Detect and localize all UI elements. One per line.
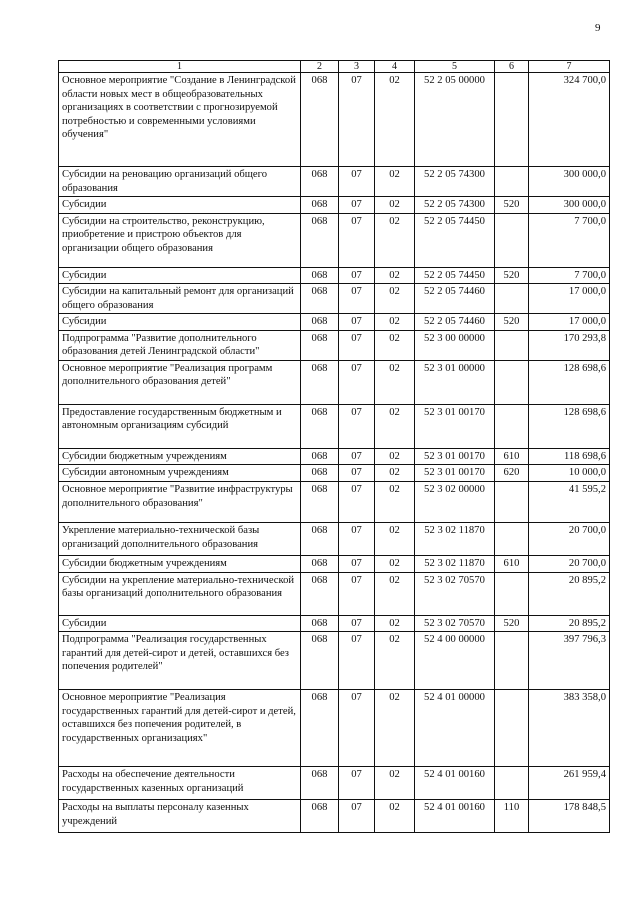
table-row bbox=[59, 448, 610, 465]
cell-expense-type: 520 bbox=[495, 267, 529, 284]
cell-subsection: 02 bbox=[375, 800, 415, 833]
cell-subsection: 02 bbox=[375, 572, 415, 615]
table-row bbox=[59, 213, 610, 267]
cell-section: 07 bbox=[339, 314, 375, 331]
cell-target-article: 52 3 02 70570 bbox=[415, 615, 495, 632]
table-row bbox=[59, 197, 610, 214]
cell-subsection: 02 bbox=[375, 465, 415, 482]
row-name: Субсидии на капитальный ремонт для организаций общего образования bbox=[59, 284, 301, 314]
budget-table bbox=[58, 60, 610, 833]
column-header: 1 bbox=[59, 61, 301, 73]
table-row bbox=[59, 767, 610, 800]
cell-section: 07 bbox=[339, 632, 375, 690]
row-name: Основное мероприятие "Реализация государственных гарантий для детей-сирот и детей, оставшихся без попечения родителей, в государственных организациях" bbox=[59, 690, 301, 767]
cell-amount: 300 000,0 bbox=[529, 197, 610, 214]
cell-admin-code: 068 bbox=[301, 167, 339, 197]
cell-expense-type bbox=[495, 330, 529, 360]
cell-expense-type bbox=[495, 167, 529, 197]
cell-section: 07 bbox=[339, 615, 375, 632]
cell-amount: 41 595,2 bbox=[529, 482, 610, 523]
cell-expense-type bbox=[495, 523, 529, 556]
row-name: Субсидии на реновацию организаций общего образования bbox=[59, 167, 301, 197]
cell-expense-type bbox=[495, 360, 529, 404]
cell-amount: 17 000,0 bbox=[529, 314, 610, 331]
cell-amount: 118 698,6 bbox=[529, 448, 610, 465]
cell-amount: 7 700,0 bbox=[529, 267, 610, 284]
row-name: Субсидии бюджетным учреждениям bbox=[59, 448, 301, 465]
cell-expense-type: 520 bbox=[495, 615, 529, 632]
cell-expense-type bbox=[495, 404, 529, 448]
cell-admin-code: 068 bbox=[301, 465, 339, 482]
cell-section: 07 bbox=[339, 465, 375, 482]
cell-amount: 383 358,0 bbox=[529, 690, 610, 767]
cell-subsection: 02 bbox=[375, 213, 415, 267]
cell-expense-type: 620 bbox=[495, 465, 529, 482]
cell-target-article: 52 2 05 74450 bbox=[415, 267, 495, 284]
cell-section: 07 bbox=[339, 330, 375, 360]
cell-expense-type bbox=[495, 482, 529, 523]
cell-expense-type bbox=[495, 690, 529, 767]
cell-subsection: 02 bbox=[375, 197, 415, 214]
cell-amount: 17 000,0 bbox=[529, 284, 610, 314]
cell-section: 07 bbox=[339, 213, 375, 267]
cell-admin-code: 068 bbox=[301, 330, 339, 360]
cell-admin-code: 068 bbox=[301, 632, 339, 690]
column-header: 7 bbox=[529, 61, 610, 73]
cell-section: 07 bbox=[339, 167, 375, 197]
cell-target-article: 52 2 05 74460 bbox=[415, 284, 495, 314]
row-name: Основное мероприятие "Развитие инфраструктуры дополнительного образования" bbox=[59, 482, 301, 523]
cell-amount: 128 698,6 bbox=[529, 404, 610, 448]
row-name: Предоставление государственным бюджетным и автономным организациям субсидий bbox=[59, 404, 301, 448]
cell-amount: 20 895,2 bbox=[529, 615, 610, 632]
cell-admin-code: 068 bbox=[301, 482, 339, 523]
cell-amount: 20 700,0 bbox=[529, 523, 610, 556]
cell-section: 07 bbox=[339, 572, 375, 615]
cell-amount: 324 700,0 bbox=[529, 73, 610, 167]
table-row bbox=[59, 360, 610, 404]
cell-admin-code: 068 bbox=[301, 73, 339, 167]
cell-subsection: 02 bbox=[375, 284, 415, 314]
cell-subsection: 02 bbox=[375, 767, 415, 800]
cell-target-article: 52 4 01 00000 bbox=[415, 690, 495, 767]
cell-expense-type bbox=[495, 213, 529, 267]
cell-admin-code: 068 bbox=[301, 284, 339, 314]
table-row bbox=[59, 404, 610, 448]
cell-section: 07 bbox=[339, 690, 375, 767]
cell-amount: 128 698,6 bbox=[529, 360, 610, 404]
cell-target-article: 52 3 02 11870 bbox=[415, 556, 495, 573]
cell-expense-type bbox=[495, 632, 529, 690]
cell-subsection: 02 bbox=[375, 632, 415, 690]
page-number: 9 bbox=[595, 22, 601, 34]
cell-admin-code: 068 bbox=[301, 213, 339, 267]
cell-amount: 7 700,0 bbox=[529, 213, 610, 267]
table-row bbox=[59, 465, 610, 482]
row-name: Основное мероприятие "Реализация программ дополнительного образования детей" bbox=[59, 360, 301, 404]
cell-admin-code: 068 bbox=[301, 314, 339, 331]
cell-expense-type: 520 bbox=[495, 197, 529, 214]
cell-subsection: 02 bbox=[375, 523, 415, 556]
cell-target-article: 52 2 05 74460 bbox=[415, 314, 495, 331]
cell-amount: 300 000,0 bbox=[529, 167, 610, 197]
cell-target-article: 52 3 01 00170 bbox=[415, 404, 495, 448]
cell-admin-code: 068 bbox=[301, 523, 339, 556]
cell-section: 07 bbox=[339, 360, 375, 404]
cell-subsection: 02 bbox=[375, 314, 415, 331]
table-row bbox=[59, 556, 610, 573]
cell-section: 07 bbox=[339, 800, 375, 833]
cell-target-article: 52 3 02 00000 bbox=[415, 482, 495, 523]
cell-target-article: 52 2 05 74450 bbox=[415, 213, 495, 267]
cell-target-article: 52 4 00 00000 bbox=[415, 632, 495, 690]
cell-target-article: 52 3 02 70570 bbox=[415, 572, 495, 615]
row-name: Субсидии на строительство, реконструкцию, приобретение и пристрою объектов для организации общего образования bbox=[59, 213, 301, 267]
row-name: Субсидии на укрепление материально-технической базы организаций дополнительного образования bbox=[59, 572, 301, 615]
cell-subsection: 02 bbox=[375, 404, 415, 448]
cell-amount: 397 796,3 bbox=[529, 632, 610, 690]
column-header: 4 bbox=[375, 61, 415, 73]
cell-admin-code: 068 bbox=[301, 767, 339, 800]
row-name: Подпрограмма "Реализация государственных гарантий для детей-сирот и детей, оставшихся без попечения родителей" bbox=[59, 632, 301, 690]
table-row bbox=[59, 284, 610, 314]
cell-section: 07 bbox=[339, 523, 375, 556]
cell-section: 07 bbox=[339, 197, 375, 214]
cell-section: 07 bbox=[339, 267, 375, 284]
cell-subsection: 02 bbox=[375, 330, 415, 360]
cell-subsection: 02 bbox=[375, 360, 415, 404]
cell-subsection: 02 bbox=[375, 167, 415, 197]
row-name: Субсидии автономным учреждениям bbox=[59, 465, 301, 482]
cell-amount: 10 000,0 bbox=[529, 465, 610, 482]
cell-subsection: 02 bbox=[375, 556, 415, 573]
cell-admin-code: 068 bbox=[301, 615, 339, 632]
cell-section: 07 bbox=[339, 482, 375, 523]
cell-admin-code: 068 bbox=[301, 572, 339, 615]
cell-amount: 178 848,5 bbox=[529, 800, 610, 833]
cell-section: 07 bbox=[339, 767, 375, 800]
cell-target-article: 52 2 05 74300 bbox=[415, 197, 495, 214]
row-name: Расходы на обеспечение деятельности государственных казенных организаций bbox=[59, 767, 301, 800]
table-row bbox=[59, 267, 610, 284]
row-name: Субсидии bbox=[59, 615, 301, 632]
table-header-row bbox=[59, 61, 610, 73]
table-row bbox=[59, 572, 610, 615]
cell-admin-code: 068 bbox=[301, 197, 339, 214]
table-row bbox=[59, 632, 610, 690]
cell-target-article: 52 3 02 11870 bbox=[415, 523, 495, 556]
cell-section: 07 bbox=[339, 448, 375, 465]
row-name: Субсидии bbox=[59, 314, 301, 331]
cell-target-article: 52 3 01 00170 bbox=[415, 465, 495, 482]
cell-expense-type: 610 bbox=[495, 448, 529, 465]
cell-target-article: 52 3 00 00000 bbox=[415, 330, 495, 360]
cell-amount: 20 895,2 bbox=[529, 572, 610, 615]
cell-expense-type: 110 bbox=[495, 800, 529, 833]
table-row bbox=[59, 330, 610, 360]
cell-admin-code: 068 bbox=[301, 448, 339, 465]
cell-admin-code: 068 bbox=[301, 690, 339, 767]
cell-expense-type: 610 bbox=[495, 556, 529, 573]
cell-subsection: 02 bbox=[375, 482, 415, 523]
cell-amount: 170 293,8 bbox=[529, 330, 610, 360]
cell-target-article: 52 2 05 00000 bbox=[415, 73, 495, 167]
cell-subsection: 02 bbox=[375, 615, 415, 632]
column-header: 5 bbox=[415, 61, 495, 73]
table-row bbox=[59, 800, 610, 833]
cell-expense-type bbox=[495, 572, 529, 615]
cell-amount: 20 700,0 bbox=[529, 556, 610, 573]
cell-expense-type: 520 bbox=[495, 314, 529, 331]
table-row bbox=[59, 615, 610, 632]
row-name: Укрепление материально-технической базы организаций дополнительного образования bbox=[59, 523, 301, 556]
cell-section: 07 bbox=[339, 73, 375, 167]
cell-section: 07 bbox=[339, 404, 375, 448]
cell-subsection: 02 bbox=[375, 73, 415, 167]
column-header: 3 bbox=[339, 61, 375, 73]
cell-subsection: 02 bbox=[375, 267, 415, 284]
row-name: Подпрограмма "Развитие дополнительного образования детей Ленинградской области" bbox=[59, 330, 301, 360]
cell-target-article: 52 4 01 00160 bbox=[415, 767, 495, 800]
row-name: Субсидии bbox=[59, 267, 301, 284]
cell-subsection: 02 bbox=[375, 690, 415, 767]
cell-target-article: 52 3 01 00000 bbox=[415, 360, 495, 404]
table-row bbox=[59, 167, 610, 197]
cell-admin-code: 068 bbox=[301, 800, 339, 833]
cell-amount: 261 959,4 bbox=[529, 767, 610, 800]
cell-admin-code: 068 bbox=[301, 404, 339, 448]
cell-subsection: 02 bbox=[375, 448, 415, 465]
cell-expense-type bbox=[495, 73, 529, 167]
table-row bbox=[59, 73, 610, 167]
table-row bbox=[59, 690, 610, 767]
cell-target-article: 52 2 05 74300 bbox=[415, 167, 495, 197]
cell-admin-code: 068 bbox=[301, 267, 339, 284]
column-header: 6 bbox=[495, 61, 529, 73]
row-name: Субсидии bbox=[59, 197, 301, 214]
cell-admin-code: 068 bbox=[301, 360, 339, 404]
cell-target-article: 52 3 01 00170 bbox=[415, 448, 495, 465]
table-row bbox=[59, 314, 610, 331]
table-row bbox=[59, 523, 610, 556]
row-name: Субсидии бюджетным учреждениям bbox=[59, 556, 301, 573]
cell-section: 07 bbox=[339, 556, 375, 573]
row-name: Основное мероприятие "Создание в Ленинградской области новых мест в общеобразовательных организациях в соответствии с прогнозируемой потребностью и современными условиями обучения" bbox=[59, 73, 301, 167]
cell-admin-code: 068 bbox=[301, 556, 339, 573]
row-name: Расходы на выплаты персоналу казенных учреждений bbox=[59, 800, 301, 833]
column-header: 2 bbox=[301, 61, 339, 73]
cell-section: 07 bbox=[339, 284, 375, 314]
cell-target-article: 52 4 01 00160 bbox=[415, 800, 495, 833]
cell-expense-type bbox=[495, 284, 529, 314]
cell-expense-type bbox=[495, 767, 529, 800]
table-row bbox=[59, 482, 610, 523]
